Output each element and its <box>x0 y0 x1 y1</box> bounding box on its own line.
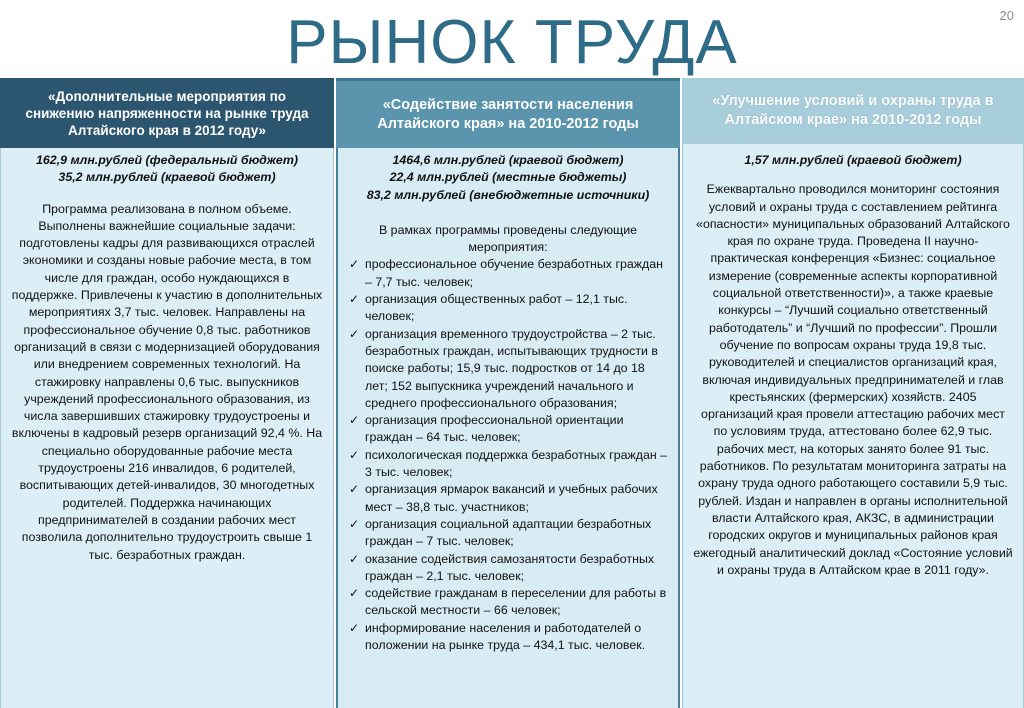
check-icon: ✓ <box>349 292 360 307</box>
column-employment-assistance <box>336 78 680 708</box>
list-item <box>348 551 668 586</box>
check-icon: ✓ <box>349 586 360 601</box>
measures-list <box>348 256 668 654</box>
list-item-text: организация профессиональной ориентации граждан – 64 тыс. человек; <box>365 413 624 445</box>
budget-line: 83,2 млн.рублей (внебюджетные источники) <box>366 187 650 202</box>
program-summary: Программа реализована в полном объеме. Выполнены важнейшие социальные задачи: подготовлены кадры для развивающихся отраслей экономики и созданы новые рабочие места, в том числе для граждан, особо нуждающихся в поддержке. Привлечены к участию в дополнительных мероприятиях 3,7 тыс. человек. Направлены на профессиональное обучение 0,8 тыс. работников организаций в связи с модернизацией оборудования или внедрением современных технологий. На стажировку направлены 0,6 тыс. выпускников учреждений профессионального образования, из числа завершивших стажировку трудоустроены и включены в кадровый резерв организаций 92,4 %. На специально оборудованные рабочие места трудоустроены 216 инвалидов, 6 родителей, воспитывающих детей-инвалидов, 30 многодетных родителей. Поддержка начинающих предпринимателей в создании рабочих мест позволила дополнительно трудоустроить свыше 1 тыс. безработных граждан. <box>11 201 323 562</box>
column-body <box>0 148 334 708</box>
check-icon: ✓ <box>349 482 360 497</box>
check-icon: ✓ <box>349 413 360 428</box>
list-item-text: профессиональное обучение безработных граждан – 7,7 тыс. человек; <box>365 257 663 289</box>
page-number: 20 <box>999 8 1014 23</box>
budget-line: 22,4 млн.рублей (местные бюджеты) <box>389 170 627 185</box>
list-item <box>348 516 668 551</box>
list-item-text: оказание содействия самозанятости безработных граждан – 2,1 тыс. человек; <box>365 551 655 583</box>
column-header: «Улучшение условий и охраны труда в Алтайском крае» на 2010-2012 годы <box>682 78 1024 144</box>
budget-line: 162,9 млн.рублей (федеральный бюджет) <box>36 153 298 167</box>
check-icon: ✓ <box>349 620 360 635</box>
list-item <box>348 412 668 447</box>
list-item-text: организация ярмарок вакансий и учебных рабочих мест – 38,8 тыс. участников; <box>365 482 658 514</box>
column-labor-safety <box>682 78 1024 708</box>
list-item <box>348 620 668 655</box>
list-item-text: психологическая поддержка безработных граждан – 3 тыс. человек; <box>365 447 668 480</box>
list-item <box>348 256 668 291</box>
column-additional-measures <box>0 78 334 708</box>
list-item <box>348 481 668 516</box>
list-item <box>348 585 668 620</box>
check-icon: ✓ <box>349 257 360 272</box>
page-title: РЫНОК ТРУДА <box>286 8 738 77</box>
column-header: «Содействие занятости населения Алтайского края» на 2010-2012 годы <box>336 78 680 148</box>
budget-line: 1464,6 млн.рублей (краевой бюджет) <box>392 153 624 167</box>
program-intro: В рамках программы проведены следующие мероприятия: <box>378 222 638 255</box>
list-item <box>348 447 668 482</box>
list-item-text: содействие гражданам в переселении для работы в сельской местности – 66 человек; <box>365 586 667 618</box>
list-item-text: организация общественных работ – 12,1 тыс. человек; <box>365 292 628 324</box>
program-summary: Ежеквартально проводился мониторинг состояния условий и охраны труда с составлением рейтинга «опасности» муниципальных образований Алтайского края по охране труда. Проведена II научно-практическая конференция «Бизнес: социальное измерение (современные аспекты корпоративной социальной ответственности)», а также краевые конкурсы – “Лучший социально ответственный работодатель” и “Лучший по профессии”. Прошли обучение по вопросам охраны труда 19,8 тыс. руководителей и специалистов организаций края, включая индивидуальных предпринимателей и глав крестьянских (фермерских) хозяйств. 2405 организаций края провели аттестацию рабочих мест по условиям труда, аттестовано более 62,9 тыс. рабочих мест, на которых занято более 91 тыс. работников. По результатам мониторинга затраты на охрану труда одного работающего составили 5,9 тыс. рублей. Издан и направлен в органы исполнительной власти Алтайского края, АКЗС, в администрации городских округов и муниципальных районов края ежегодный аналитический доклад «Состояние условий и охраны труда в Алтайском крае в 2011 году». <box>693 182 1013 577</box>
check-icon: ✓ <box>349 516 360 531</box>
list-item-text: организация социальной адаптации безработных граждан – 7 тыс. человек; <box>365 516 652 549</box>
columns-container <box>0 78 1024 708</box>
column-body <box>336 148 680 708</box>
budget-line: 1,57 млн.рублей (краевой бюджет) <box>744 153 962 167</box>
check-icon: ✓ <box>349 326 360 341</box>
list-item <box>348 326 668 412</box>
check-icon: ✓ <box>349 447 360 462</box>
column-body <box>682 144 1024 708</box>
check-icon: ✓ <box>349 551 360 566</box>
column-header: «Дополнительные мероприятия по снижению напряженности на рынке труда Алтайского края в 2012 году» <box>0 78 334 148</box>
list-item-text: организация временного трудоустройства – 2 тыс. безработных граждан, испытывающих трудности в поиске работы; 15,9 тыс. подростков от 14 до 18 лет; 152 выпускника учреждений начального и среднего профессионального образования; <box>365 326 658 410</box>
budget-line: 35,2 млн.рублей (краевой бюджет) <box>58 170 276 185</box>
list-item-text: информирование населения и работодателей о положении на рынке труда – 434,1 тыс. человек. <box>365 620 646 653</box>
list-item <box>348 291 668 326</box>
